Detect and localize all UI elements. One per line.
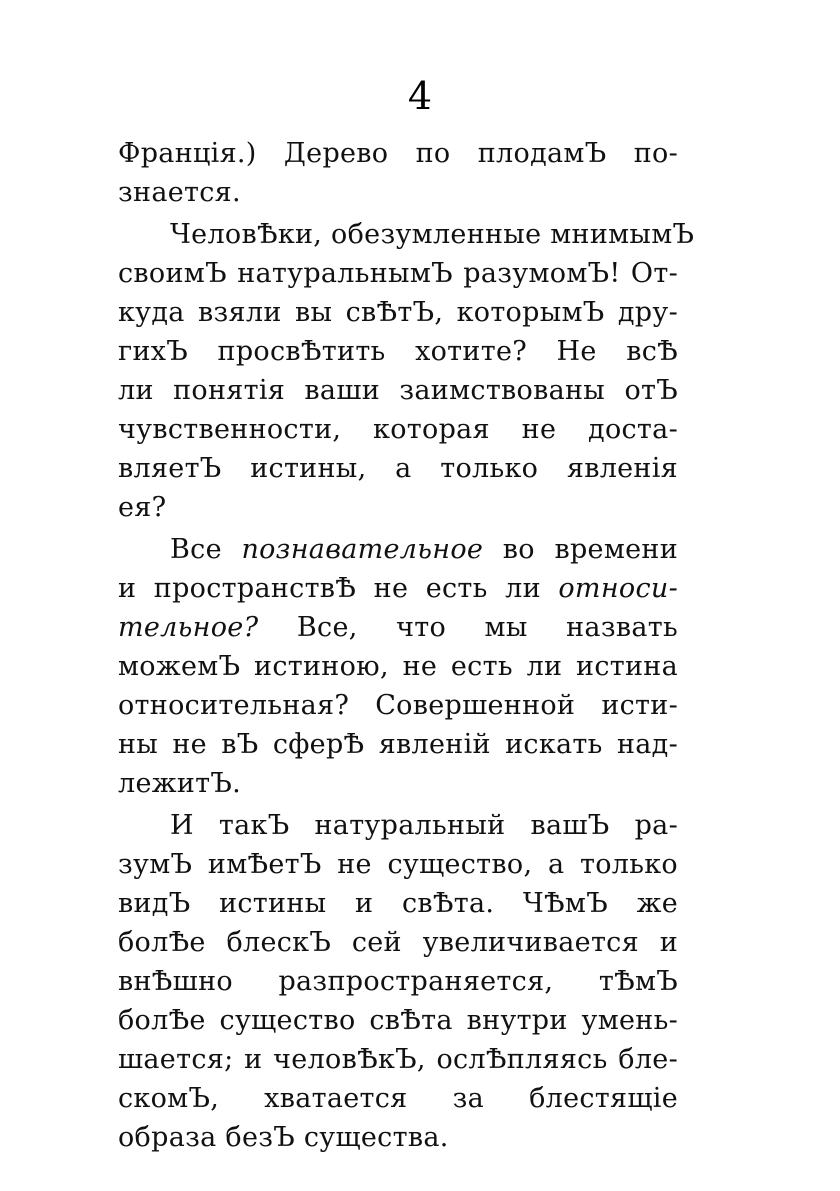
- text-line: видЪ истины и свѢта. ЧѢмЪ же: [118, 888, 678, 919]
- italic-run: относи-: [558, 573, 678, 604]
- italic-run: познавательное: [241, 534, 484, 565]
- paragraph-4: [118, 806, 678, 1157]
- text-line: можемЪ истиною, не есть ли истина: [118, 651, 678, 682]
- text-line: [118, 569, 678, 608]
- text-line: относительная? Совершенной исти-: [118, 690, 678, 721]
- text-run: и пространствѢ не есть ли: [118, 573, 559, 604]
- italic-run: тельное?: [118, 612, 259, 643]
- text-line: болѢе блескЪ сей увеличивается и: [118, 927, 678, 958]
- text-line: болѢе существо свѢта внутри умень-: [118, 1005, 678, 1036]
- text-line: ли понятія ваши заимствованы отЪ: [118, 375, 678, 406]
- text-line: скомЪ, хватается за блестящіе: [118, 1083, 678, 1114]
- text-line: ны не вЪ сферѢ явленій искать над-: [118, 729, 678, 760]
- text-line: внѢшно разпространяется, тѢмЪ: [118, 966, 678, 997]
- text-line: лежитЪ.: [118, 768, 242, 799]
- page-number: 4: [407, 74, 433, 118]
- text-line: гихЪ просвѢтить хотите? Не всѢ: [118, 336, 678, 367]
- text-line: ЧеловѢки, обезумленные мнимымЪ: [170, 219, 695, 250]
- text-line: шается; и человѢкЪ, ослѢпляясь бле-: [118, 1044, 678, 1075]
- text-line: зумЪ имѢетЪ не существо, а только: [118, 849, 678, 880]
- text-line: Франція.) Дерево по плодамЪ по-: [118, 138, 678, 169]
- text-line: знается.: [118, 177, 241, 208]
- text-line: ея?: [118, 492, 167, 523]
- text-line: И такЪ натуральный вашЪ ра-: [170, 810, 678, 841]
- text-run: Все, что мы назвать: [258, 612, 678, 643]
- text-line: чувственности, которая не доста-: [118, 414, 678, 445]
- page-body: [118, 134, 695, 1157]
- text-line: [118, 608, 678, 647]
- text-run: во времени: [483, 534, 678, 565]
- text-line: куда взяли вы свѢтЪ, которымЪ дру-: [118, 297, 678, 328]
- text-line: [118, 530, 678, 569]
- text-line: вляетЪ истины, а только явленія: [118, 453, 678, 484]
- text-line: своимЪ натуральнымЪ разумомЪ! От-: [118, 258, 678, 289]
- paragraph-2: [118, 215, 695, 527]
- paragraph-1: [118, 134, 678, 212]
- paragraph-3: [118, 530, 678, 803]
- text-run: Все: [170, 534, 242, 565]
- text-line: образа безЪ существа.: [118, 1122, 449, 1153]
